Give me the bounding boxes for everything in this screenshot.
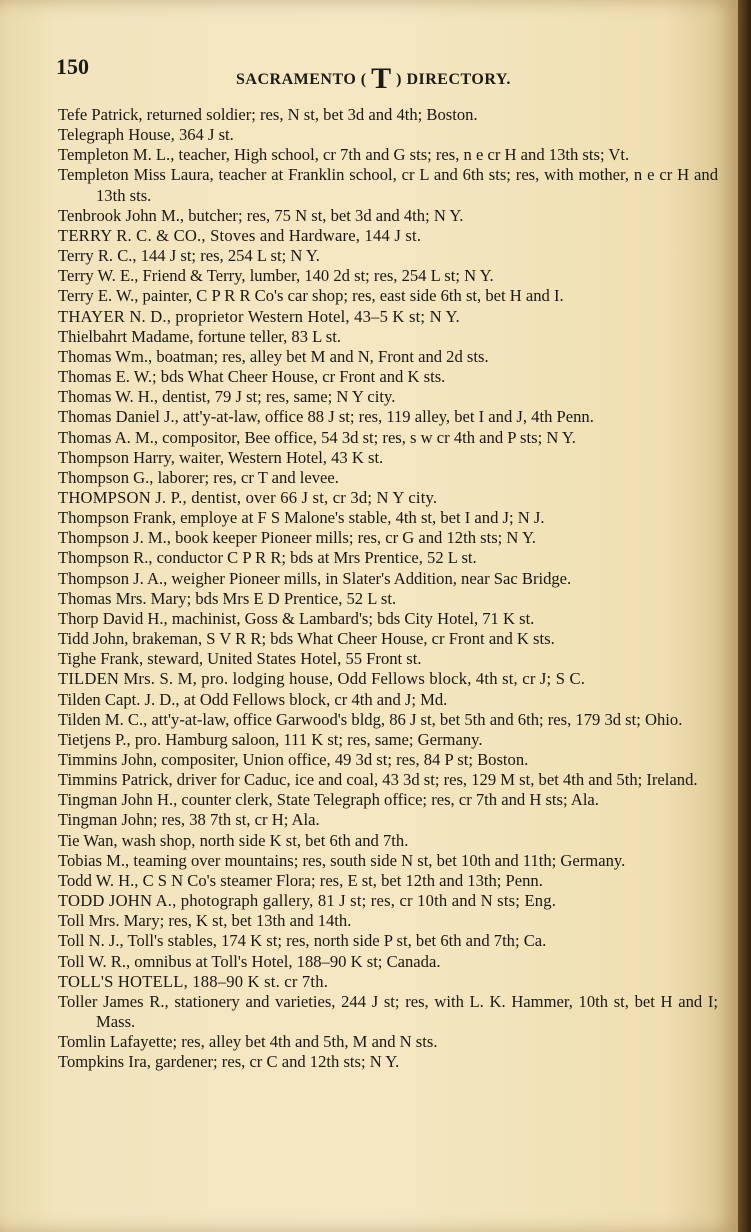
directory-entries (58, 105, 718, 1073)
directory-entry: TILDEN Mrs. S. M, pro. lodging house, Odd Fellows block, 4th st, cr J; S C. (58, 669, 586, 689)
directory-entry: Tingman John H., counter clerk, State Telegraph office; res, cr 7th and H sts; Ala. (58, 790, 599, 810)
directory-entry: Tilden M. C., att'y-at-law, office Garwood's bldg, 86 J st, bet 5th and 6th; res, 179 3d st; Ohio. (58, 709, 683, 729)
directory-entry: Thomas Wm., boatman; res, alley bet M and N, Front and 2d sts. (58, 346, 489, 366)
directory-entry: Terry R. C., 144 J st; res, 254 L st; N Y. (58, 246, 320, 266)
page-number: 150 (56, 54, 89, 79)
directory-entry: Thomas Daniel J., att'y-at-law, office 88 J st; res, 119 alley, bet I and J, 4th Penn. (58, 407, 594, 427)
directory-entry: Thompson Harry, waiter, Western Hotel, 43 K st. (58, 447, 384, 467)
directory-entry: Tighe Frank, steward, United States Hotel, 55 Front st. (58, 649, 422, 669)
running-title-left: SACRAMENTO ( (236, 71, 367, 88)
directory-entry: Tidd John, brakeman, S V R R; bds What Cheer House, cr Front and K sts. (58, 629, 555, 649)
directory-entry: Timmins Patrick, driver for Caduc, ice and coal, 43 3d st; res, 129 M st, bet 4th and 5th; Ireland. (58, 770, 698, 790)
directory-entry: TERRY R. C. & CO., Stoves and Hardware, 144 J st. (58, 225, 422, 245)
directory-entry: Thomas E. W.; bds What Cheer House, cr Front and K sts. (58, 367, 446, 387)
directory-entry: Thomas A. M., compositor, Bee office, 54 3d st; res, s w cr 4th and P sts; N Y. (58, 427, 576, 447)
directory-entry: Templeton M. L., teacher, High school, cr 7th and G sts; res, n e cr H and 13th sts; Vt. (58, 145, 630, 165)
directory-entry: THOMPSON J. P., dentist, over 66 J st, cr 3d; N Y city. (58, 487, 438, 507)
directory-entry: Tobias M., teaming over mountains; res, south side N st, bet 10th and 11th; Germany. (58, 850, 626, 870)
running-title-letter: T (371, 62, 392, 95)
directory-entry: Tilden Capt. J. D., at Odd Fellows block, cr 4th and J; Md. (58, 689, 448, 709)
directory-entry: Tenbrook John M., butcher; res, 75 N st, bet 3d and 4th; N Y. (58, 205, 464, 225)
directory-entry: Terry W. E., Friend & Terry, lumber, 140 2d st; res, 254 L st; N Y. (58, 266, 494, 286)
directory-entry: Thomas Mrs. Mary; bds Mrs E D Prentice, 52 L st. (58, 588, 397, 608)
running-title-right: ) DIRECTORY. (396, 71, 511, 88)
directory-entry: Thomas W. H., dentist, 79 J st; res, same; N Y city. (58, 387, 396, 407)
directory-entry: Tie Wan, wash shop, north side K st, bet 6th and 7th. (58, 830, 409, 850)
directory-entry: Tietjens P., pro. Hamburg saloon, 111 K st; res, same; Germany. (58, 729, 483, 749)
directory-entry: Tingman John; res, 38 7th st, cr H; Ala. (58, 810, 320, 830)
directory-entry: Toll W. R., omnibus at Toll's Hotel, 188–90 K st; Canada. (58, 951, 441, 971)
directory-entry: TOLL'S HOTELL, 188–90 K st. cr 7th. (58, 971, 329, 991)
directory-entry: Tefe Patrick, returned soldier; res, N st, bet 3d and 4th; Boston. (58, 105, 478, 124)
directory-entry: Templeton Miss Laura, teacher at Franklin school, cr L and 6th sts; res, with mother, n e cr H and 13th sts. (58, 165, 718, 205)
directory-entry: TODD JOHN A., photograph gallery, 81 J st; res, cr 10th and N sts; Eng. (58, 891, 557, 911)
running-title (236, 58, 511, 95)
directory-entry: Thompson Frank, employe at F S Malone's stable, 4th st, bet I and J; N J. (58, 508, 545, 528)
directory-entry: Thompson J. A., weigher Pioneer mills, in Slater's Addition, near Sac Bridge. (58, 568, 572, 588)
directory-entry: Thompson J. M., book keeper Pioneer mills; res, cr G and 12th sts; N Y. (58, 528, 536, 548)
directory-entry: Toll N. J., Toll's stables, 174 K st; res, north side P st, bet 6th and 7th; Ca. (58, 931, 547, 951)
directory-entry: Thompson G., laborer; res, cr T and levee. (58, 467, 339, 487)
directory-entry: Tomlin Lafayette; res, alley bet 4th and 5th, M and N sts. (58, 1032, 438, 1052)
directory-entry: Tompkins Ira, gardener; res, cr C and 12th sts; N Y. (58, 1052, 400, 1072)
directory-entry: Toll Mrs. Mary; res, K st, bet 13th and 14th. (58, 911, 352, 931)
directory-entry: THAYER N. D., proprietor Western Hotel, 43–5 K st; N Y. (58, 306, 460, 326)
book-edge (738, 0, 751, 1232)
directory-entry: Toller James R., stationery and varieties, 244 J st; res, with L. K. Hammer, 10th st, bet H and I; Mass. (58, 991, 718, 1032)
directory-entry: Timmins John, compositer, Union office, 49 3d st; res, 84 P st; Boston. (58, 750, 529, 769)
directory-entry: Thompson R., conductor C P R R; bds at Mrs Prentice, 52 L st. (58, 548, 477, 568)
directory-entry: Telegraph House, 364 J st. (58, 125, 234, 145)
directory-entry: Terry E. W., painter, C P R R Co's car shop; res, east side 6th st, bet H and I. (58, 286, 564, 306)
running-header (56, 52, 716, 95)
directory-entry: Thorp David H., machinist, Goss & Lambard's; bds City Hotel, 71 K st. (58, 608, 535, 628)
directory-entry: Thielbahrt Madame, fortune teller, 83 L st. (58, 326, 342, 346)
directory-entry: Todd W. H., C S N Co's steamer Flora; res, E st, bet 12th and 13th; Penn. (58, 870, 543, 890)
